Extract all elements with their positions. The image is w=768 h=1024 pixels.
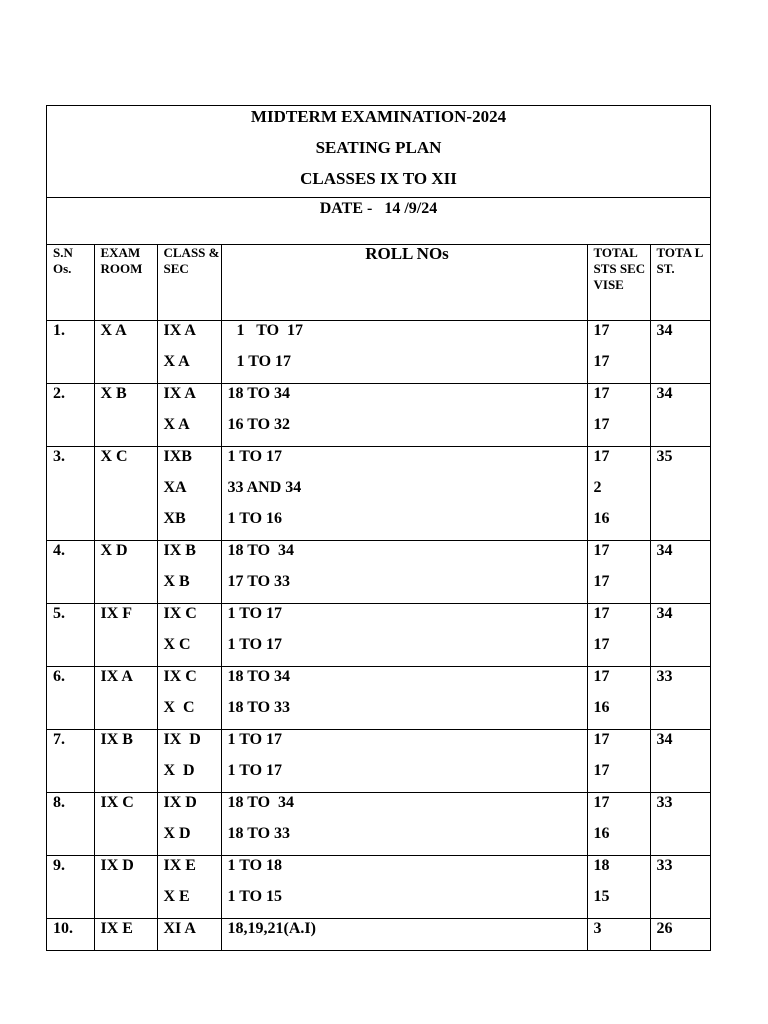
sno-cell bbox=[47, 383, 94, 446]
roll-range: 1 TO 16 bbox=[227, 509, 283, 527]
serial-number: 3. bbox=[53, 447, 65, 465]
sno-cell bbox=[47, 446, 94, 540]
class-section: X B bbox=[163, 572, 190, 590]
sno-cell bbox=[47, 666, 94, 729]
room-total: 33 bbox=[656, 667, 673, 685]
header-roll-nos: ROLL NOs bbox=[221, 245, 587, 320]
section-count: 17 bbox=[593, 447, 610, 465]
section-count: 17 bbox=[593, 352, 610, 370]
sno-cell bbox=[47, 729, 94, 792]
exam-room-cell bbox=[94, 855, 157, 918]
table-row bbox=[47, 320, 710, 383]
serial-number: 10. bbox=[53, 919, 73, 937]
table-row bbox=[47, 729, 710, 792]
sec-count-cell bbox=[587, 666, 650, 729]
roll-range: 18 TO 34 bbox=[227, 384, 291, 402]
section-count: 17 bbox=[593, 667, 610, 685]
class-section: XI A bbox=[163, 919, 196, 937]
exam-room: X D bbox=[100, 541, 128, 559]
class-sec-cell bbox=[157, 855, 221, 918]
class-section: IX B bbox=[163, 541, 196, 559]
section-count: 17 bbox=[593, 384, 610, 402]
class-section: X C bbox=[163, 698, 195, 716]
class-sec-cell bbox=[157, 603, 221, 666]
class-section: X D bbox=[163, 761, 195, 779]
class-sec-cell bbox=[157, 792, 221, 855]
exam-room-cell bbox=[94, 320, 157, 383]
roll-range: 1 TO 17 bbox=[227, 635, 283, 653]
exam-room: IX D bbox=[100, 856, 134, 874]
class-sec-cell bbox=[157, 383, 221, 446]
room-total: 34 bbox=[656, 384, 673, 402]
class-section: XA bbox=[163, 478, 187, 496]
class-sec-cell bbox=[157, 540, 221, 603]
class-sec-cell bbox=[157, 918, 221, 950]
class-section: XB bbox=[163, 509, 186, 527]
sno-cell bbox=[47, 918, 94, 950]
header-total-st: TOTA L ST. bbox=[650, 245, 710, 320]
section-count: 17 bbox=[593, 730, 610, 748]
roll-nos-cell bbox=[221, 446, 587, 540]
sec-count-cell bbox=[587, 540, 650, 603]
exam-room: IX E bbox=[100, 919, 133, 937]
table-row bbox=[47, 540, 710, 603]
exam-room-cell bbox=[94, 540, 157, 603]
table-row bbox=[47, 792, 710, 855]
roll-nos-cell bbox=[221, 383, 587, 446]
section-count: 17 bbox=[593, 541, 610, 559]
sec-count-cell bbox=[587, 383, 650, 446]
roll-range: 1 TO 17 bbox=[227, 730, 283, 748]
section-count: 17 bbox=[593, 761, 610, 779]
class-section: IX D bbox=[163, 793, 197, 811]
serial-number: 7. bbox=[53, 730, 65, 748]
section-count: 3 bbox=[593, 919, 602, 937]
serial-number: 6. bbox=[53, 667, 65, 685]
sno-cell bbox=[47, 603, 94, 666]
room-total: 34 bbox=[656, 541, 673, 559]
section-count: 17 bbox=[593, 321, 610, 339]
sec-count-cell bbox=[587, 792, 650, 855]
sec-count-cell bbox=[587, 320, 650, 383]
table-header-row bbox=[47, 245, 710, 320]
serial-number: 8. bbox=[53, 793, 65, 811]
table-row bbox=[47, 383, 710, 446]
roll-range: 1 TO 17 bbox=[227, 604, 283, 622]
roll-range: 1 TO 17 bbox=[236, 321, 304, 339]
header-sno: S.N Os. bbox=[47, 245, 94, 320]
exam-room-cell bbox=[94, 792, 157, 855]
exam-title: MIDTERM EXAMINATION-2024 bbox=[250, 107, 507, 126]
total-cell bbox=[650, 320, 710, 383]
table-row bbox=[47, 666, 710, 729]
exam-room-cell bbox=[94, 918, 157, 950]
exam-room: X B bbox=[100, 384, 127, 402]
class-section: X A bbox=[163, 352, 190, 370]
roll-range: 1 TO 17 bbox=[227, 447, 283, 465]
total-cell bbox=[650, 383, 710, 446]
total-cell bbox=[650, 540, 710, 603]
roll-range: 18 TO 34 bbox=[227, 541, 295, 559]
roll-nos-cell bbox=[221, 540, 587, 603]
serial-number: 9. bbox=[53, 856, 65, 874]
roll-nos-cell bbox=[221, 320, 587, 383]
exam-room: X C bbox=[100, 447, 128, 465]
roll-range: 17 TO 33 bbox=[227, 572, 291, 590]
serial-number: 4. bbox=[53, 541, 65, 559]
sno-cell bbox=[47, 792, 94, 855]
room-total: 34 bbox=[656, 321, 673, 339]
roll-range: 1 TO 17 bbox=[236, 352, 292, 370]
roll-nos-cell bbox=[221, 855, 587, 918]
section-count: 17 bbox=[593, 604, 610, 622]
roll-nos-cell bbox=[221, 729, 587, 792]
plan-subtitle: SEATING PLAN bbox=[315, 138, 442, 157]
class-sec-cell bbox=[157, 729, 221, 792]
table-row bbox=[47, 855, 710, 918]
section-count: 16 bbox=[593, 824, 610, 842]
room-total: 33 bbox=[656, 856, 673, 874]
roll-nos-cell bbox=[221, 792, 587, 855]
class-sec-cell bbox=[157, 320, 221, 383]
header-total-sts-sec: TOTAL STS SEC VISE bbox=[587, 245, 650, 320]
roll-nos-cell bbox=[221, 603, 587, 666]
roll-range: 1 TO 15 bbox=[227, 887, 283, 905]
header-exam-room: EXAM ROOM bbox=[94, 245, 157, 320]
sno-cell bbox=[47, 540, 94, 603]
section-count: 16 bbox=[593, 509, 610, 527]
serial-number: 2. bbox=[53, 384, 65, 402]
class-section: X D bbox=[163, 824, 191, 842]
table-row bbox=[47, 446, 710, 540]
section-count: 15 bbox=[593, 887, 610, 905]
room-total: 26 bbox=[656, 919, 673, 937]
serial-number: 5. bbox=[53, 604, 65, 622]
class-section: IX C bbox=[163, 604, 197, 622]
roll-range: 18 TO 34 bbox=[227, 667, 291, 685]
class-sec-cell bbox=[157, 666, 221, 729]
roll-nos-cell bbox=[221, 666, 587, 729]
room-total: 33 bbox=[656, 793, 673, 811]
class-section: IX A bbox=[163, 321, 196, 339]
class-section: X C bbox=[163, 635, 191, 653]
class-section: IX C bbox=[163, 667, 197, 685]
exam-room: IX F bbox=[100, 604, 133, 622]
exam-date: DATE - 14 /9/24 bbox=[47, 198, 710, 245]
roll-range: 1 TO 18 bbox=[227, 856, 283, 874]
header-class-sec: CLASS & SEC bbox=[157, 245, 221, 320]
sno-cell bbox=[47, 320, 94, 383]
classes-range: CLASSES IX TO XII bbox=[300, 169, 457, 188]
sec-count-cell bbox=[587, 855, 650, 918]
sec-count-cell bbox=[587, 446, 650, 540]
class-section: IXB bbox=[163, 447, 192, 465]
exam-room-cell bbox=[94, 603, 157, 666]
roll-range: 18,19,21(A.I) bbox=[227, 919, 316, 937]
section-count: 17 bbox=[593, 572, 610, 590]
roll-range: 18 TO 34 bbox=[227, 793, 295, 811]
sec-count-cell bbox=[587, 918, 650, 950]
serial-number: 1. bbox=[53, 321, 65, 339]
section-count: 18 bbox=[593, 856, 610, 874]
table-row bbox=[47, 918, 710, 950]
seating-table-body bbox=[47, 320, 710, 950]
exam-room: X A bbox=[100, 321, 127, 339]
sno-cell bbox=[47, 855, 94, 918]
total-cell bbox=[650, 855, 710, 918]
class-section: IX D bbox=[163, 730, 201, 748]
roll-range: 18 TO 33 bbox=[227, 824, 291, 842]
sec-count-cell bbox=[587, 603, 650, 666]
exam-room: IX C bbox=[100, 793, 134, 811]
class-sec-cell bbox=[157, 446, 221, 540]
total-cell bbox=[650, 666, 710, 729]
class-section: X E bbox=[163, 887, 190, 905]
seating-plan-document bbox=[46, 105, 711, 951]
table-row bbox=[47, 603, 710, 666]
room-total: 35 bbox=[656, 447, 673, 465]
roll-range: 1 TO 17 bbox=[227, 761, 283, 779]
section-count: 17 bbox=[593, 635, 610, 653]
total-cell bbox=[650, 729, 710, 792]
section-count: 16 bbox=[593, 698, 610, 716]
exam-room: IX A bbox=[100, 667, 133, 685]
exam-room-cell bbox=[94, 666, 157, 729]
class-section: IX A bbox=[163, 384, 196, 402]
document-header bbox=[47, 106, 710, 198]
room-total: 34 bbox=[656, 730, 673, 748]
roll-range: 33 AND 34 bbox=[227, 478, 302, 496]
roll-range: 18 TO 33 bbox=[227, 698, 291, 716]
roll-nos-cell bbox=[221, 918, 587, 950]
sec-count-cell bbox=[587, 729, 650, 792]
section-count: 17 bbox=[593, 415, 610, 433]
section-count: 17 bbox=[593, 793, 610, 811]
exam-room-cell bbox=[94, 383, 157, 446]
exam-room: IX B bbox=[100, 730, 133, 748]
class-section: IX E bbox=[163, 856, 196, 874]
total-cell bbox=[650, 446, 710, 540]
section-count: 2 bbox=[593, 478, 602, 496]
total-cell bbox=[650, 603, 710, 666]
roll-range: 16 TO 32 bbox=[227, 415, 291, 433]
total-cell bbox=[650, 918, 710, 950]
class-section: X A bbox=[163, 415, 190, 433]
room-total: 34 bbox=[656, 604, 673, 622]
total-cell bbox=[650, 792, 710, 855]
seating-table bbox=[47, 245, 710, 950]
exam-room-cell bbox=[94, 446, 157, 540]
exam-room-cell bbox=[94, 729, 157, 792]
